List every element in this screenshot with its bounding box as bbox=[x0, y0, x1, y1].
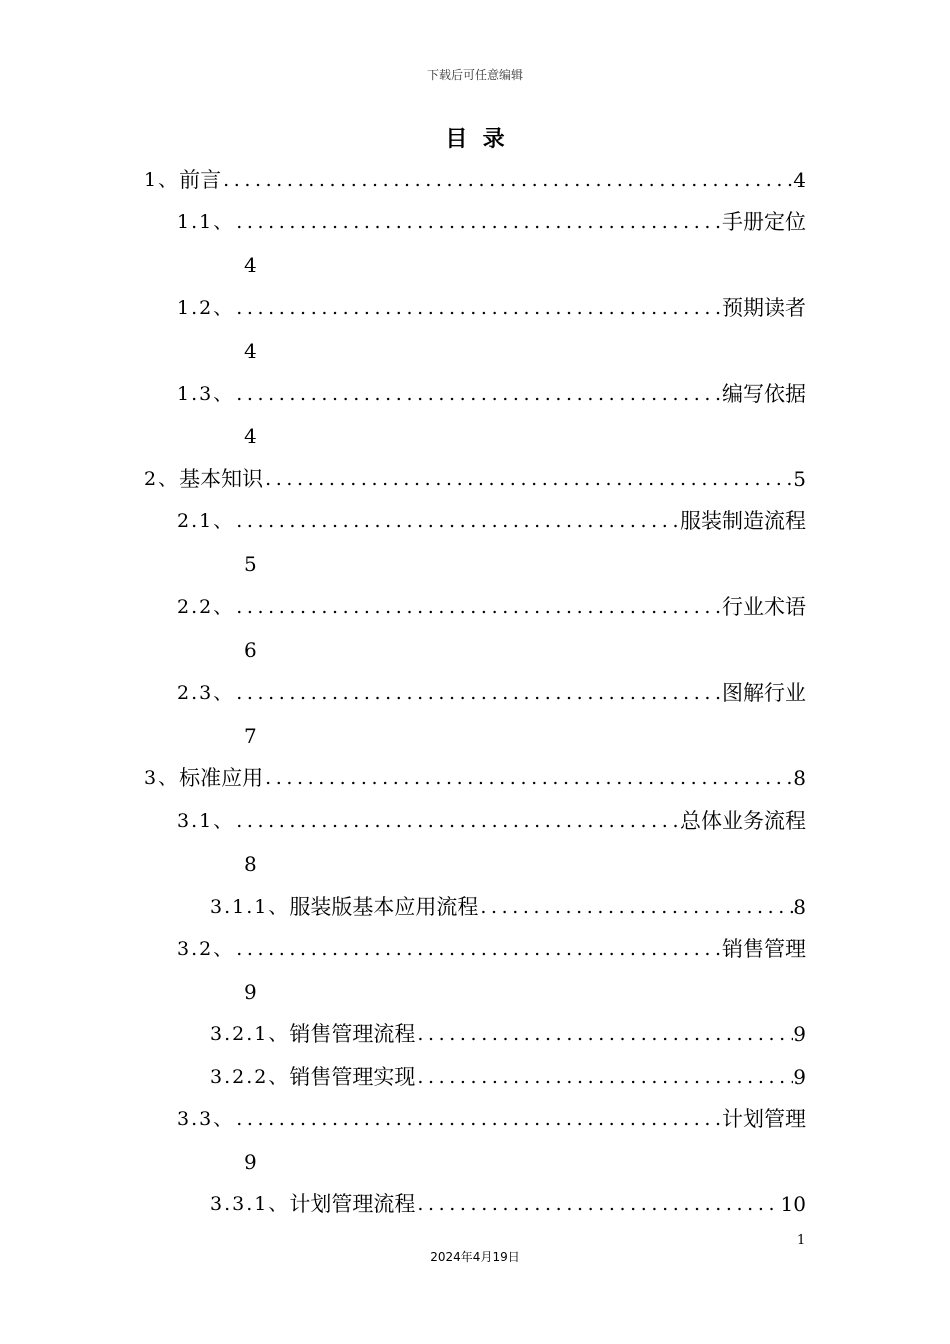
toc-entry-3-3-1[interactable] bbox=[210, 1191, 806, 1217]
toc-entry-page: 8 bbox=[244, 852, 257, 876]
toc-entry-3-2[interactable] bbox=[177, 936, 806, 962]
leader-dots bbox=[234, 594, 722, 620]
leader-dots bbox=[234, 1106, 722, 1132]
toc-entry-number: 3.1、 bbox=[177, 810, 235, 832]
toc-entry-2[interactable] bbox=[144, 466, 806, 492]
toc-entry-page: 9 bbox=[244, 980, 257, 1004]
toc-entry-label: 销售管理实现 bbox=[289, 1065, 416, 1089]
leader-dots bbox=[415, 1064, 793, 1090]
toc-entry-number: 2、 bbox=[144, 468, 180, 490]
toc-entry-page: 9 bbox=[793, 1065, 806, 1089]
toc-entry-label: 总体业务流程 bbox=[680, 809, 806, 833]
leader-dots bbox=[234, 936, 722, 962]
toc-entry-label: 行业术语 bbox=[722, 595, 806, 619]
leader-dots bbox=[478, 894, 793, 920]
leader-dots bbox=[234, 808, 680, 834]
toc-entry-label: 标准应用 bbox=[179, 766, 264, 790]
leader-dots bbox=[234, 508, 680, 534]
toc-entry-page: 5 bbox=[244, 552, 257, 576]
toc-entry-3-2-1[interactable] bbox=[210, 1021, 806, 1047]
toc-entry-label: 服装版基本应用流程 bbox=[289, 895, 479, 919]
leader-dots bbox=[221, 167, 793, 193]
toc-entry-3-1[interactable] bbox=[177, 808, 806, 834]
toc-entry-number: 2.2、 bbox=[177, 596, 235, 618]
toc-entry-page: 9 bbox=[793, 1022, 806, 1046]
toc-entry-number: 3、 bbox=[144, 767, 180, 789]
toc-entry-1-3[interactable] bbox=[177, 381, 806, 407]
toc-entry-page: 4 bbox=[793, 168, 806, 192]
leader-dots bbox=[234, 209, 722, 235]
toc-entry-2-3[interactable] bbox=[177, 680, 806, 706]
toc-entry-number: 1.3、 bbox=[177, 383, 235, 405]
toc-entry-number: 3.2、 bbox=[177, 938, 235, 960]
toc-entry-1-2[interactable] bbox=[177, 295, 806, 321]
toc-entry-label: 基本知识 bbox=[179, 467, 264, 491]
toc-entry-2-2[interactable] bbox=[177, 594, 806, 620]
toc-entry-number: 2.1、 bbox=[177, 510, 235, 532]
toc-entry-2-1[interactable] bbox=[177, 508, 806, 534]
toc-entry-label: 销售管理 bbox=[722, 937, 806, 961]
toc-entry-page: 6 bbox=[244, 638, 257, 662]
toc-entry-page: 8 bbox=[793, 766, 806, 790]
toc-entry-page: 4 bbox=[244, 339, 257, 363]
toc-entry-number: 3.2.2、 bbox=[210, 1066, 290, 1088]
toc-entry-1[interactable] bbox=[144, 167, 806, 193]
toc-entry-label: 编写依据 bbox=[722, 382, 806, 406]
toc-entry-3-1-1[interactable] bbox=[210, 894, 806, 920]
toc-entry-label: 前言 bbox=[179, 168, 222, 192]
leader-dots bbox=[415, 1191, 780, 1217]
page-header: 下载后可任意编辑 bbox=[426, 68, 523, 82]
toc-title: 目 录 bbox=[445, 126, 505, 152]
toc-entry-number: 1.2、 bbox=[177, 297, 235, 319]
toc-entry-label: 手册定位 bbox=[722, 210, 806, 234]
leader-dots bbox=[234, 295, 722, 321]
footer-date: 2024年4月19日 bbox=[430, 1250, 520, 1264]
toc-entry-number: 2.3、 bbox=[177, 682, 235, 704]
toc-entry-number: 1、 bbox=[144, 169, 180, 191]
toc-entry-page: 9 bbox=[244, 1150, 257, 1174]
toc-entry-page: 5 bbox=[793, 467, 806, 491]
toc-entry-page: 4 bbox=[244, 253, 257, 277]
toc-entry-page: 4 bbox=[244, 424, 257, 448]
leader-dots bbox=[263, 466, 793, 492]
leader-dots bbox=[263, 765, 793, 791]
toc-entry-label: 服装制造流程 bbox=[680, 509, 806, 533]
toc-entry-number: 3.3、 bbox=[177, 1108, 235, 1130]
leader-dots bbox=[415, 1021, 793, 1047]
toc-entry-page: 7 bbox=[244, 724, 257, 748]
leader-dots bbox=[234, 680, 722, 706]
page-number: 1 bbox=[797, 1233, 806, 1248]
toc-entry-label: 图解行业 bbox=[722, 681, 806, 705]
toc-entry-number: 3.2.1、 bbox=[210, 1023, 290, 1045]
toc-entry-page: 8 bbox=[793, 895, 806, 919]
toc-entry-label: 销售管理流程 bbox=[289, 1022, 416, 1046]
toc-entry-label: 计划管理流程 bbox=[289, 1192, 416, 1216]
toc-entry-3-2-2[interactable] bbox=[210, 1064, 806, 1090]
toc-entry-number: 3.3.1、 bbox=[210, 1193, 290, 1215]
leader-dots bbox=[234, 381, 722, 407]
toc-entry-label: 预期读者 bbox=[722, 296, 806, 320]
toc-entry-label: 计划管理 bbox=[722, 1107, 806, 1131]
toc-entry-3-3[interactable] bbox=[177, 1106, 806, 1132]
toc-entry-number: 1.1、 bbox=[177, 211, 235, 233]
toc-entry-3[interactable] bbox=[144, 765, 806, 791]
toc-entry-number: 3.1.1、 bbox=[210, 896, 290, 918]
toc-entry-1-1[interactable] bbox=[177, 209, 806, 235]
toc-entry-page: 10 bbox=[780, 1192, 806, 1216]
